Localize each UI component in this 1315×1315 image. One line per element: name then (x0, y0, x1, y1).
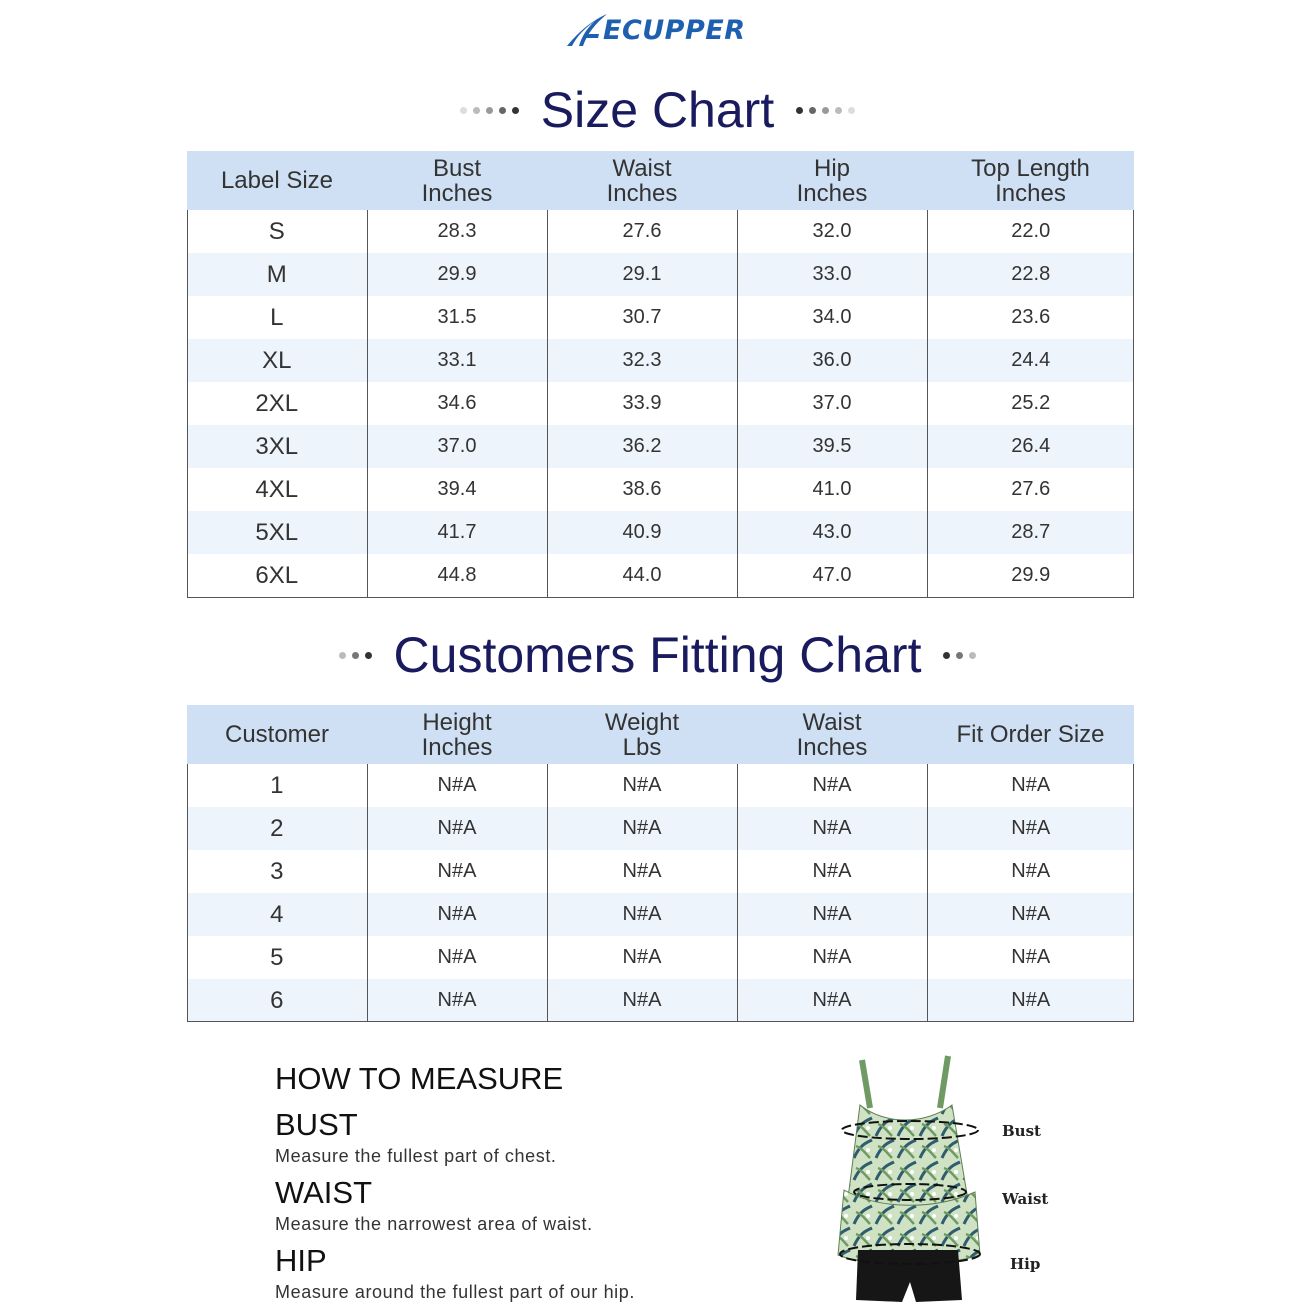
table-row (187, 425, 1134, 468)
swimsuit-illustration-icon (830, 1050, 1110, 1310)
table-row (187, 554, 1134, 597)
table-cell: 29.9 (927, 554, 1134, 597)
table-cell: 29.9 (367, 253, 547, 296)
header-line: Waist (802, 708, 862, 736)
table-cell: N#A (927, 979, 1134, 1022)
customer-cell: 3 (270, 857, 284, 885)
table-cell: N#A (367, 764, 547, 807)
table-cell: N#A (547, 764, 737, 807)
column-header (547, 705, 737, 764)
column-header (737, 705, 927, 764)
table-cell: 25.2 (927, 382, 1134, 425)
table-cell: 31.5 (367, 296, 547, 339)
table-cell: N#A (547, 850, 737, 893)
header-unit: Inches (796, 179, 868, 207)
customer-cell: 5 (270, 943, 284, 971)
table-cell: 37.0 (367, 425, 547, 468)
bust-description: Measure the fullest part of chest. (275, 1146, 557, 1166)
table-cell: N#A (367, 936, 547, 979)
table-cell: 33.0 (737, 253, 927, 296)
table-cell: 26.4 (927, 425, 1134, 468)
table-cell: N#A (737, 979, 927, 1022)
brand-logo (565, 10, 746, 50)
size-label-cell: 2XL (255, 389, 299, 417)
size-label-cell: 5XL (187, 511, 367, 554)
header-line: Weight (604, 708, 680, 736)
table-row (187, 850, 1134, 893)
header-line: Top Length (971, 154, 1090, 182)
waist-description: Measure the narrowest area of waist. (275, 1214, 593, 1234)
column-header (187, 705, 367, 764)
header-unit: Inches (995, 179, 1066, 207)
table-cell: 22.8 (927, 253, 1134, 296)
table-cell: 28.3 (367, 210, 547, 253)
header-unit: Inches (421, 179, 493, 207)
table-cell: 32.3 (547, 339, 737, 382)
fitting-chart-table (187, 705, 1134, 1022)
table-cell: 34.0 (737, 296, 927, 339)
table-cell: N#A (547, 936, 737, 979)
table-row (187, 382, 1134, 425)
column-header (367, 705, 547, 764)
table-cell: N#A (367, 979, 547, 1022)
header-line: Bust (432, 154, 482, 182)
hip-label: HIP (275, 1243, 327, 1278)
table-cell: 29.1 (547, 253, 737, 296)
size-label-cell: M (187, 253, 367, 296)
table-cell: 39.5 (737, 425, 927, 468)
table-row (187, 979, 1134, 1022)
table-cell: 41.0 (737, 468, 927, 511)
table-cell: 39.4 (367, 468, 547, 511)
table-cell: 37.0 (737, 382, 927, 425)
table-cell: 47.0 (737, 554, 927, 597)
fitting-chart-title: Customers Fitting Chart (393, 627, 922, 683)
customer-cell: 2 (187, 807, 367, 850)
customer-cell: 1 (270, 771, 284, 799)
column-header (367, 151, 547, 210)
figure-waist-label: Waist (1002, 1190, 1049, 1208)
title-dots-right (796, 107, 855, 114)
table-cell: 36.2 (547, 425, 737, 468)
hip-description: Measure around the fullest part of our hip. (275, 1282, 635, 1302)
header-line: Label Size (220, 167, 334, 194)
figure-hip-label: Hip (1010, 1255, 1041, 1273)
header-line: Waist (612, 154, 672, 182)
table-cell: 44.0 (547, 554, 737, 597)
table-cell: N#A (927, 893, 1134, 936)
table-cell: 22.0 (927, 210, 1134, 253)
table-cell: 41.7 (367, 511, 547, 554)
table-cell: 34.6 (367, 382, 547, 425)
table-cell: N#A (737, 850, 927, 893)
table-cell: N#A (367, 850, 547, 893)
size-label-cell: S (268, 217, 285, 245)
header-line: Height (422, 708, 492, 736)
table-cell: N#A (547, 979, 737, 1022)
header-unit: Lbs (622, 733, 662, 761)
header-line: Customer (224, 721, 330, 748)
table-cell: N#A (737, 807, 927, 850)
table-cell: 27.6 (547, 210, 737, 253)
table-cell: 28.7 (927, 511, 1134, 554)
column-header (187, 151, 367, 210)
column-header (547, 151, 737, 210)
header-line: Hip (813, 154, 850, 182)
table-cell: 40.9 (547, 511, 737, 554)
header-unit: Inches (421, 733, 493, 761)
size-label-cell: L (270, 303, 284, 331)
size-label-cell: 3XL (187, 425, 367, 468)
table-row (187, 936, 1134, 979)
table-row (187, 339, 1134, 382)
table-cell: 36.0 (737, 339, 927, 382)
table-cell: 32.0 (737, 210, 927, 253)
table-cell: 33.9 (547, 382, 737, 425)
table-cell: N#A (927, 936, 1134, 979)
swimsuit-figure (830, 1050, 1110, 1310)
header-unit: Inches (606, 179, 678, 207)
column-header (737, 151, 927, 210)
table-cell: N#A (367, 893, 547, 936)
size-label-cell: 6XL (255, 561, 299, 589)
table-row (187, 764, 1134, 807)
table-cell: N#A (547, 893, 737, 936)
size-chart-title: Size Chart (540, 82, 775, 138)
column-header (927, 151, 1134, 210)
header-unit: Inches (796, 733, 868, 761)
table-row (187, 296, 1134, 339)
fitting-chart-title-row (0, 625, 1315, 685)
customer-cell: 4 (187, 893, 367, 936)
table-cell: 33.1 (367, 339, 547, 382)
table-cell: 30.7 (547, 296, 737, 339)
header-line: Fit Order Size (956, 721, 1105, 748)
table-cell: N#A (367, 807, 547, 850)
how-to-measure (275, 1060, 795, 1310)
bust-label: BUST (275, 1107, 358, 1142)
table-cell: 27.6 (927, 468, 1134, 511)
table-cell: N#A (737, 764, 927, 807)
table-cell: N#A (927, 764, 1134, 807)
brand-name: ECUPPER (603, 14, 746, 46)
table-cell: 23.6 (927, 296, 1134, 339)
size-label-cell: 4XL (255, 475, 299, 503)
table-cell: N#A (737, 893, 927, 936)
table-row (187, 468, 1134, 511)
table-cell: 24.4 (927, 339, 1134, 382)
table-row (187, 253, 1134, 296)
table-cell: N#A (737, 936, 927, 979)
size-label-cell: XL (187, 339, 367, 382)
title-dots-right (943, 652, 976, 659)
table-row (187, 511, 1134, 554)
table-cell: 44.8 (367, 554, 547, 597)
waist-label: WAIST (275, 1175, 373, 1210)
size-chart-title-row (0, 80, 1315, 140)
table-cell: N#A (927, 807, 1134, 850)
size-chart-table (187, 151, 1134, 597)
how-to-measure-heading: HOW TO MEASURE (275, 1061, 564, 1096)
title-dots-left (339, 652, 372, 659)
table-cell: N#A (927, 850, 1134, 893)
table-row (187, 893, 1134, 936)
table-row (187, 210, 1134, 253)
table-cell: 43.0 (737, 511, 927, 554)
column-header (927, 705, 1134, 764)
table-cell: 38.6 (547, 468, 737, 511)
figure-bust-label: Bust (1002, 1122, 1041, 1140)
customer-cell: 6 (187, 979, 367, 1022)
table-cell: N#A (547, 807, 737, 850)
table-row (187, 807, 1134, 850)
title-dots-left (460, 107, 519, 114)
